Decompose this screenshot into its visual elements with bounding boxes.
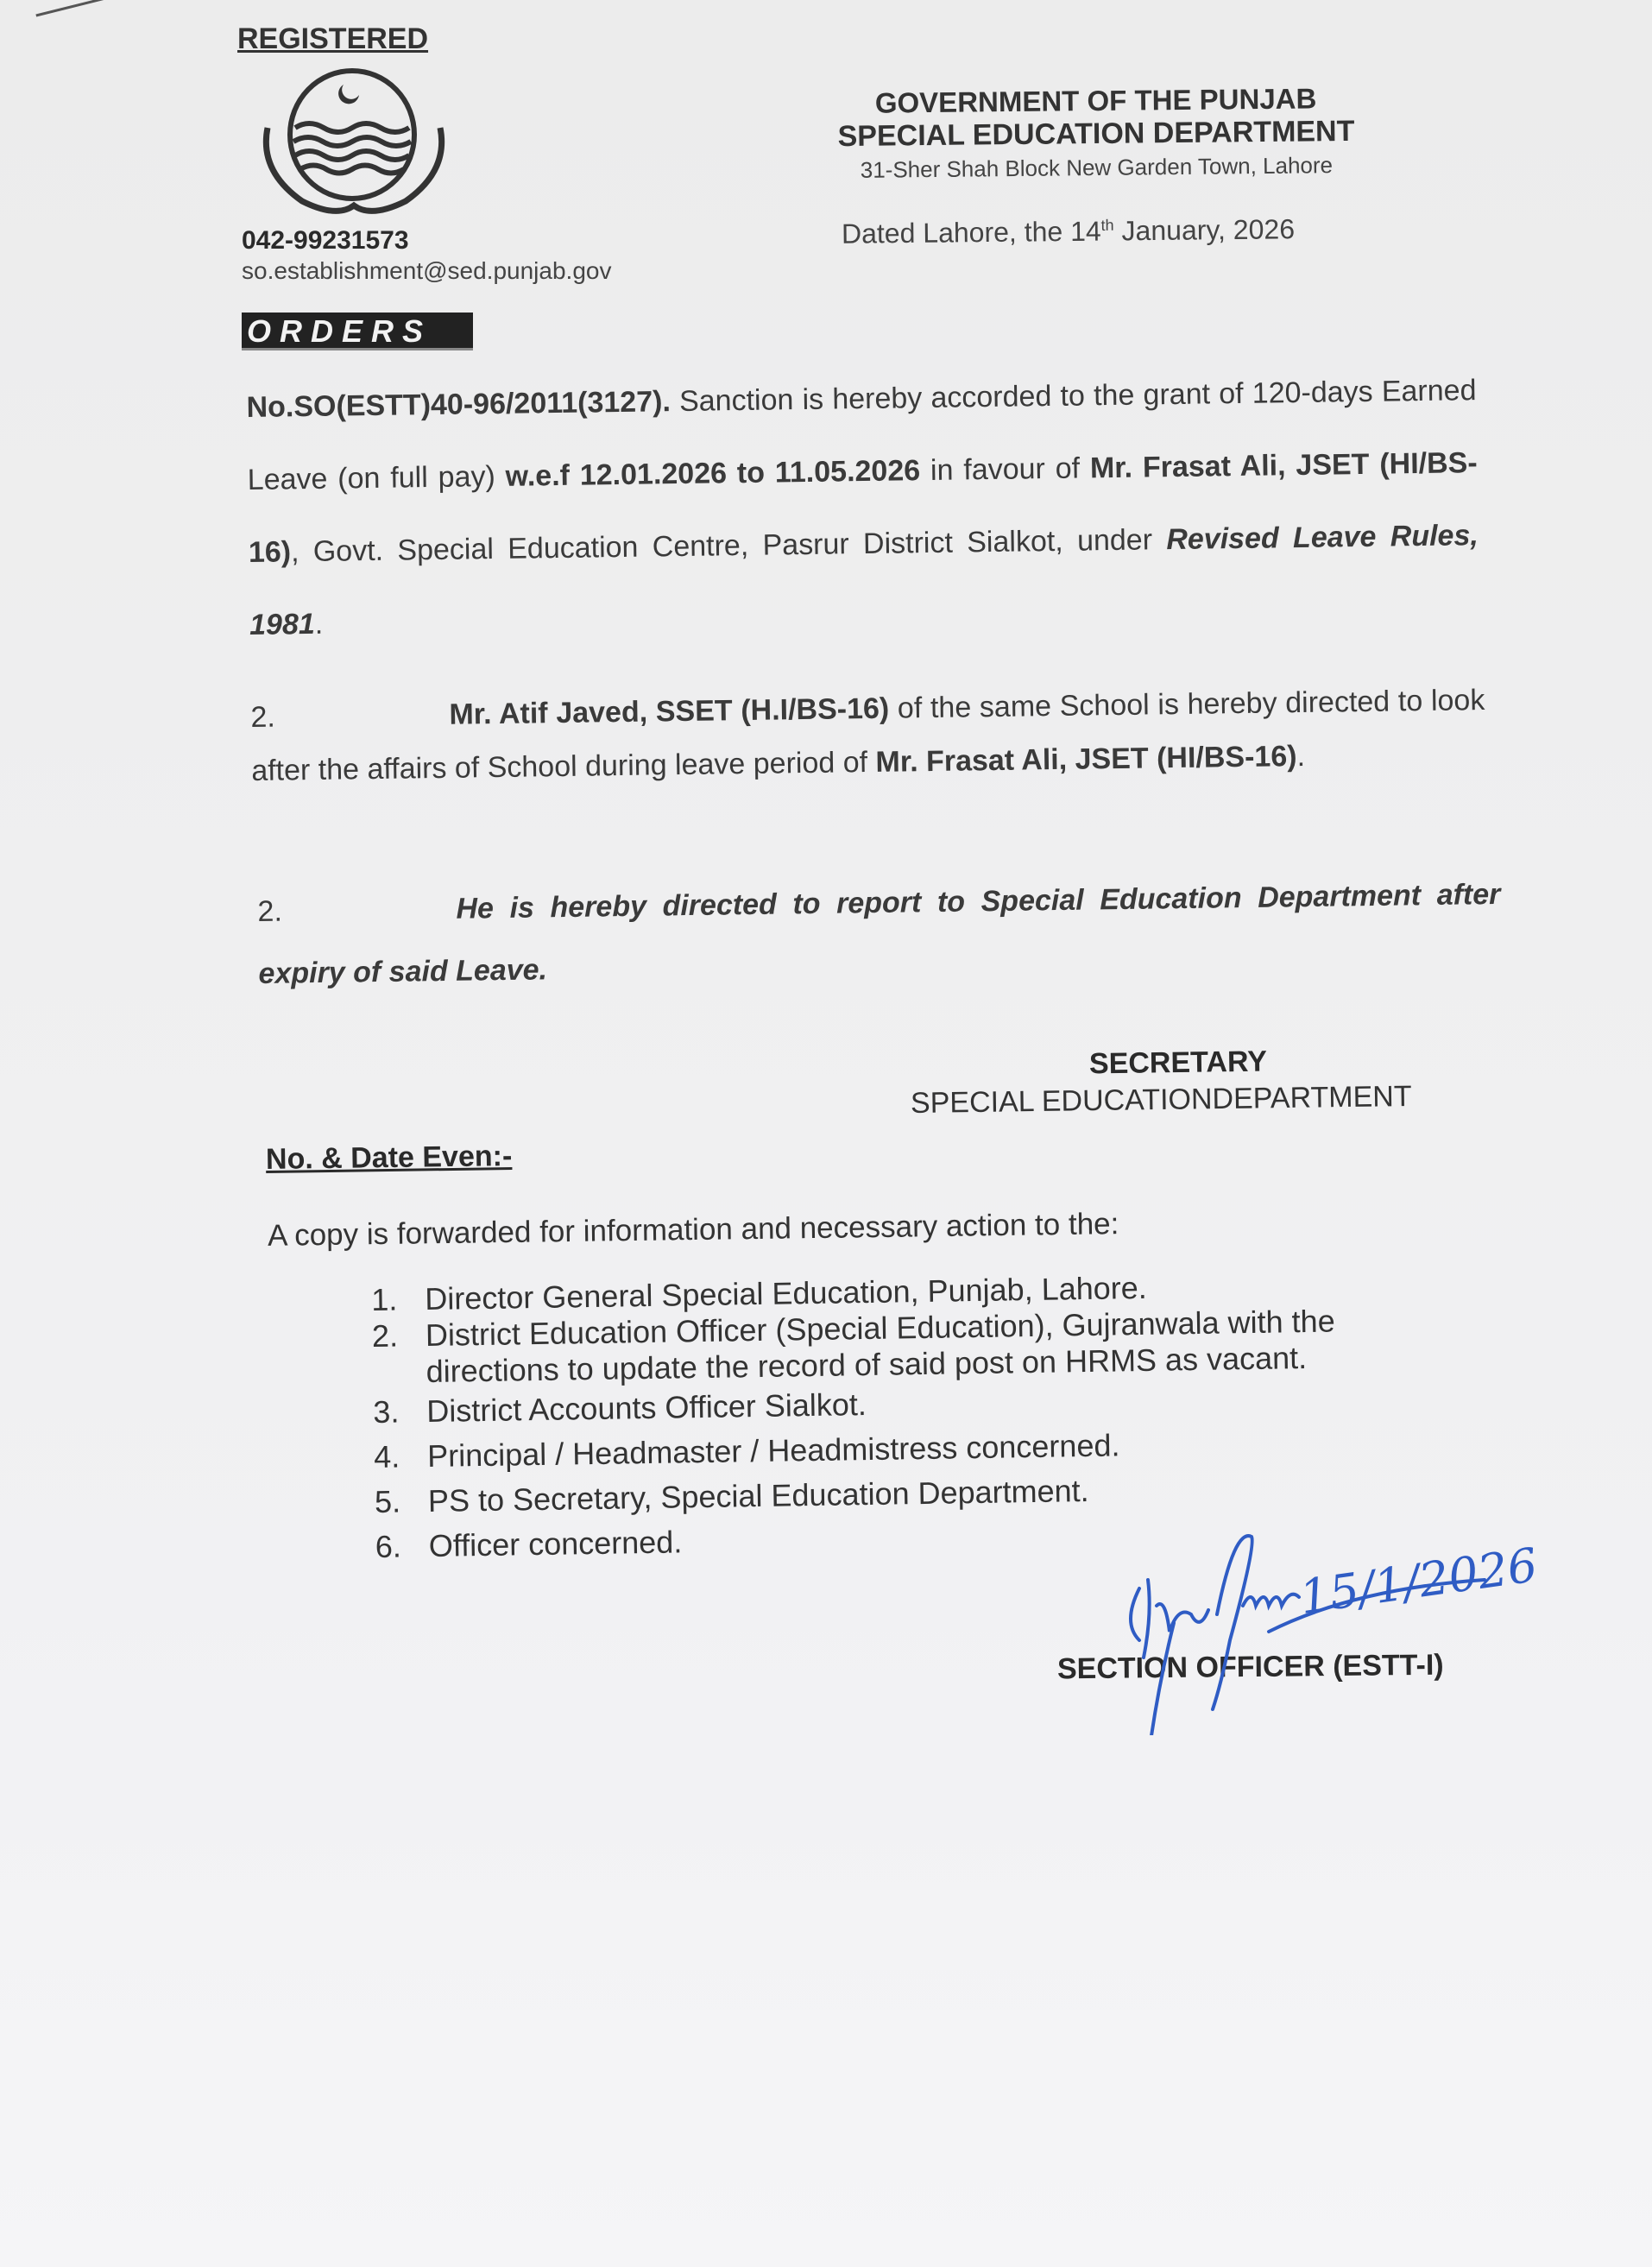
leave-dates: w.e.f 12.01.2026 to 11.05.2026 xyxy=(505,454,921,493)
p1-text-c: , Govt. Special Education Centre, Pasrur District Sialkot, under xyxy=(290,523,1167,569)
secretary-department: SPECIAL EDUCATIONDEPARTMENT xyxy=(910,1079,1412,1121)
email-address: so.establishment@sed.punjab.gov xyxy=(242,257,612,284)
incharge-name: Mr. Atif Javed, SSET (H.I/BS-16) xyxy=(449,691,890,731)
p2-text: of the same School is hereby directed to look after the affairs of School during leave period of xyxy=(251,684,1485,787)
letterhead-header xyxy=(810,82,1381,185)
p3-number: 2. xyxy=(257,894,283,928)
date-sup: th xyxy=(1100,216,1114,234)
p1-text-a: Sanction is hereby accorded to the grant of 120-days Earned Leave (on full pay) xyxy=(247,374,1477,496)
government-title: GOVERNMENT OF THE PUNJAB xyxy=(874,82,1317,119)
no-date-even-heading: No. & Date Even:- xyxy=(265,1140,513,1176)
reference-number: No.SO(ESTT)40-96/2011(3127). xyxy=(246,385,672,424)
date-prefix: Dated Lahore, the 14 xyxy=(841,215,1101,249)
date-suffix: January, 2026 xyxy=(1113,213,1296,247)
list-item: 5. PS to Secretary, Special Education Department. xyxy=(374,1472,1089,1519)
paragraph-3 xyxy=(257,863,1502,1005)
copy-intro: A copy is forwarded for information and necessary action to the: xyxy=(267,1207,1119,1253)
list-item: 3. District Accounts Officer Sialkot. xyxy=(373,1386,867,1430)
orders-heading: ORDERS xyxy=(242,313,473,350)
punjab-emblem-logo xyxy=(250,67,453,218)
list-item: 1. Director General Special Education, Punjab, Lahore. xyxy=(371,1269,1148,1317)
leave-rules: Revised Leave Rules, 1981 xyxy=(249,519,1479,641)
list-item: 2. District Education Officer (Special Education), Gujranwala with the directions to update the record of said post on HRMS as vacant. xyxy=(371,1303,1335,1390)
p3-text: He is hereby directed to report to Special Education Department after expiry of said Leave. xyxy=(258,877,1501,990)
list-item: 6. Officer concerned. xyxy=(375,1524,683,1564)
employee-name-2: Mr. Frasat Ali, JSET (HI/BS-16) xyxy=(875,740,1297,779)
p2-end: . xyxy=(1296,739,1306,774)
address: 31-Sher Shah Block New Garden Town, Lahore xyxy=(860,152,1334,183)
department-title: SPECIAL EDUCATION DEPARTMENT xyxy=(837,114,1355,154)
pen-mark xyxy=(35,0,136,16)
section-officer-title: SECTION OFFICER (ESTT-I) xyxy=(1056,1648,1444,1686)
p2-number: 2. xyxy=(250,700,276,734)
p1-end: . xyxy=(314,607,324,641)
paragraph-1 xyxy=(246,354,1480,661)
date-line xyxy=(842,213,1295,249)
registered-label: REGISTERED xyxy=(237,22,429,55)
signature-date: 15/1/2026 xyxy=(1296,1538,1541,1625)
secretary-title: SECRETARY xyxy=(1088,1045,1268,1081)
list-item: 4. Principal / Headmaster / Headmistress concerned. xyxy=(373,1427,1120,1474)
p1-text-b: in favour of xyxy=(919,452,1091,488)
phone-number: 042-99231573 xyxy=(242,226,409,255)
employee-name: Mr. Frasat Ali, JSET (HI/BS-16) xyxy=(248,446,1478,569)
paragraph-2 xyxy=(250,673,1486,798)
